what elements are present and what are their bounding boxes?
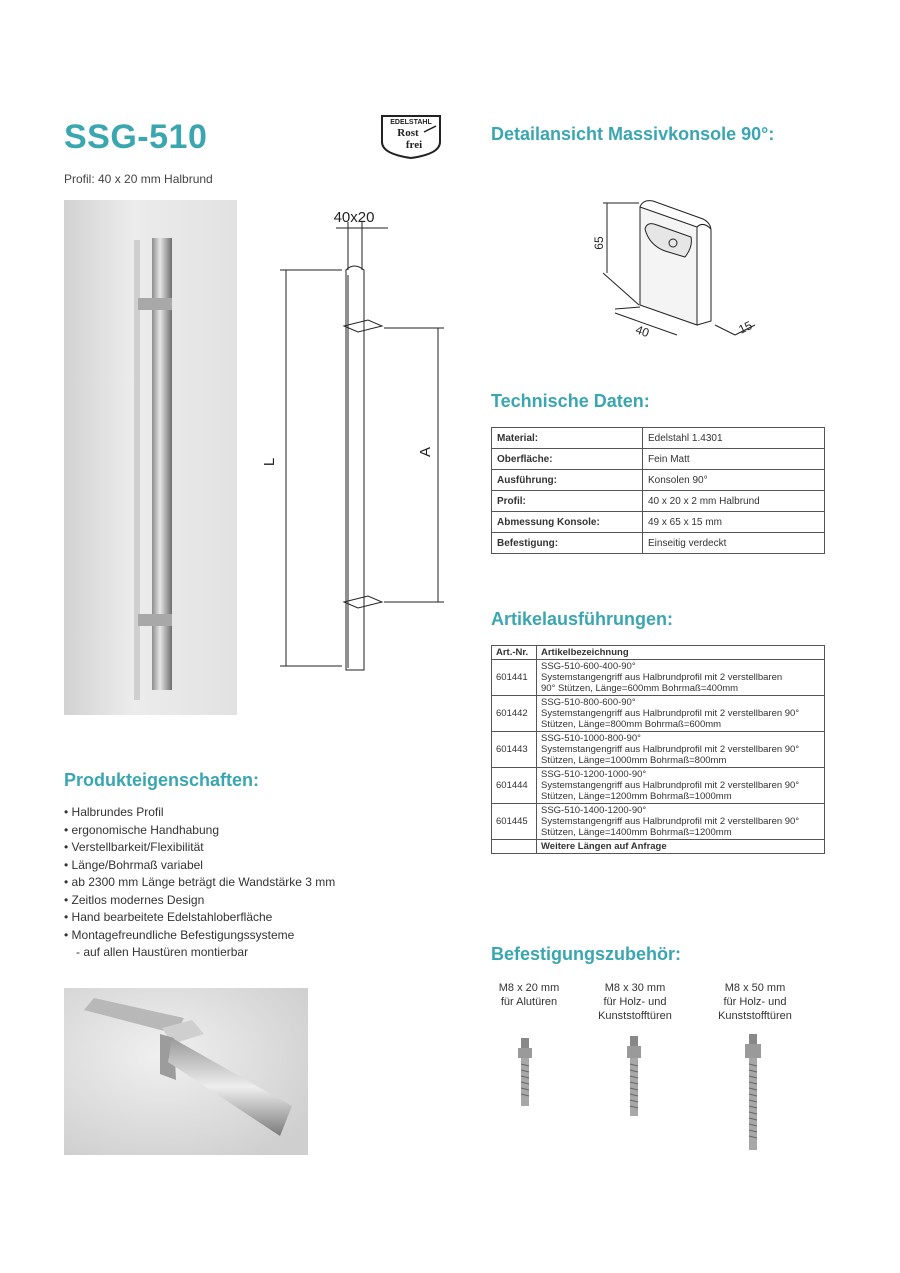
table-row	[492, 768, 825, 804]
profile-subtitle: Profil: 40 x 20 mm Halbrund	[64, 172, 213, 186]
console-height-label: 65	[592, 236, 606, 250]
fastener-label-50mm	[705, 981, 805, 1023]
table-row	[492, 533, 825, 554]
article-name: SSG-510-1000-800-90°	[541, 733, 641, 744]
table-row	[492, 428, 825, 449]
tech-key: Material:	[492, 428, 643, 449]
fastening-heading: Befestigungszubehör:	[491, 944, 682, 964]
list-item: • Halbrundes Profil	[64, 804, 335, 822]
article-number: 601444	[492, 768, 537, 804]
tech-value: Edelstahl 1.4301	[643, 428, 825, 449]
product-photo-closeup	[64, 988, 308, 1155]
table-row	[492, 696, 825, 732]
detail-heading: Detailansicht Massivkonsole 90°:	[491, 124, 775, 144]
list-item: • Zeitlos modernes Design	[64, 892, 335, 910]
console-drawing	[585, 185, 785, 355]
rostfrei-logo	[378, 112, 444, 160]
tech-value: 40 x 20 x 2 mm Halbrund	[643, 491, 825, 512]
tech-key: Profil:	[492, 491, 643, 512]
column-header-nr: Art.-Nr.	[492, 646, 537, 660]
bore-dimension-label: A	[417, 446, 434, 458]
list-item: • Hand bearbeitete Edelstahloberfläche	[64, 909, 335, 927]
article-desc-line: Systemstangengriff aus Halbrundprofil mit 2 verstellbaren 90°	[541, 744, 800, 755]
logo-text-frei: frei	[405, 139, 423, 151]
article-desc-line: 90° Stützen, Länge=600mm Bohrmaß=400mm	[541, 683, 739, 694]
properties-heading: Produkteigenschaften:	[64, 770, 260, 790]
console-depth-label: 15	[736, 318, 755, 337]
width-dimension-label: 40x20	[333, 209, 375, 226]
console-width-label: 40	[633, 322, 652, 341]
article-desc-line: Stützen, Länge=1200mm Bohrmaß=1000mm	[541, 791, 732, 802]
fastener-label-20mm	[484, 981, 574, 1009]
tech-value: 49 x 65 x 15 mm	[643, 512, 825, 533]
tech-value: Einseitig verdeckt	[643, 533, 825, 554]
table-footer-row	[492, 840, 825, 854]
fastener-use: für Holz- und	[603, 996, 667, 1008]
table-row	[492, 491, 825, 512]
product-photo-full	[64, 200, 237, 715]
tech-key: Befestigung:	[492, 533, 643, 554]
article-description	[537, 804, 825, 840]
article-name: SSG-510-1400-1200-90°	[541, 805, 647, 816]
list-item: • Verstellbarkeit/Flexibilität	[64, 839, 335, 857]
fastener-use: für Alutüren	[500, 996, 558, 1008]
technical-heading: Technische Daten:	[491, 391, 650, 411]
article-desc-line: Systemstangengriff aus Halbrundprofil mit 2 verstellbaren	[541, 672, 783, 683]
article-number: 601441	[492, 660, 537, 696]
empty-cell	[492, 840, 537, 854]
column-header-name: Artikelbezeichnung	[537, 646, 825, 660]
list-item: • Länge/Bohrmaß variabel	[64, 857, 335, 875]
article-name: SSG-510-800-600-90°	[541, 697, 636, 708]
list-item: • Montagefreundliche Befestigungssysteme	[64, 927, 335, 945]
table-row	[492, 512, 825, 533]
article-number: 601443	[492, 732, 537, 768]
table-row	[492, 449, 825, 470]
length-dimension-label: L	[261, 457, 278, 467]
properties-list	[64, 804, 335, 962]
screw-30mm-icon	[624, 1036, 644, 1120]
handle-drawing	[258, 200, 458, 690]
table-row	[492, 470, 825, 491]
tech-value: Fein Matt	[643, 449, 825, 470]
fastener-label-30mm	[585, 981, 685, 1023]
list-item: • ab 2300 mm Länge beträgt die Wandstärke 3 mm	[64, 874, 335, 892]
article-description	[537, 696, 825, 732]
articles-heading: Artikelausführungen:	[491, 609, 674, 629]
fastener-size: M8 x 30 mm	[604, 982, 666, 994]
table-header-row	[492, 646, 825, 660]
tech-value: Konsolen 90°	[643, 470, 825, 491]
fastener-size: M8 x 50 mm	[724, 982, 786, 994]
tech-key: Oberfläche:	[492, 449, 643, 470]
article-desc-line: Stützen, Länge=800mm Bohrmaß=600mm	[541, 719, 722, 730]
article-desc-line: Systemstangengriff aus Halbrundprofil mit 2 verstellbaren 90°	[541, 816, 800, 827]
article-desc-line: Systemstangengriff aus Halbrundprofil mit 2 verstellbaren 90°	[541, 780, 800, 791]
fastener-use: für Holz- und	[723, 996, 787, 1008]
tech-key: Abmessung Konsole:	[492, 512, 643, 533]
list-sub-item: - auf allen Haustüren montierbar	[76, 945, 249, 959]
article-desc-line: Stützen, Länge=1000mm Bohrmaß=800mm	[541, 755, 727, 766]
list-item: • ergonomische Handhabung	[64, 822, 335, 840]
article-description	[537, 660, 825, 696]
article-desc-line: Systemstangengriff aus Halbrundprofil mit 2 verstellbaren 90°	[541, 708, 800, 719]
article-description	[537, 768, 825, 804]
articles-table	[491, 645, 825, 854]
technical-table	[491, 427, 825, 554]
logo-text-edelstahl: EDELSTAHL	[390, 119, 432, 126]
article-name: SSG-510-600-400-90°	[541, 661, 636, 672]
fastener-size: M8 x 20 mm	[498, 982, 560, 994]
article-desc-line: Stützen, Länge=1400mm Bohrmaß=1200mm	[541, 827, 732, 838]
table-row	[492, 804, 825, 840]
article-name: SSG-510-1200-1000-90°	[541, 769, 647, 780]
article-number: 601445	[492, 804, 537, 840]
screw-20mm-icon	[515, 1038, 535, 1110]
article-description	[537, 732, 825, 768]
fastener-use: Kunststofftüren	[598, 1010, 672, 1022]
product-title: SSG-510	[64, 118, 208, 156]
table-row	[492, 660, 825, 696]
tech-key: Ausführung:	[492, 470, 643, 491]
more-lengths-note: Weitere Längen auf Anfrage	[537, 840, 825, 854]
article-number: 601442	[492, 696, 537, 732]
screw-50mm-icon	[742, 1034, 764, 1152]
logo-text-rost: Rost	[397, 127, 419, 139]
fastener-use: Kunststofftüren	[718, 1010, 792, 1022]
table-row	[492, 732, 825, 768]
